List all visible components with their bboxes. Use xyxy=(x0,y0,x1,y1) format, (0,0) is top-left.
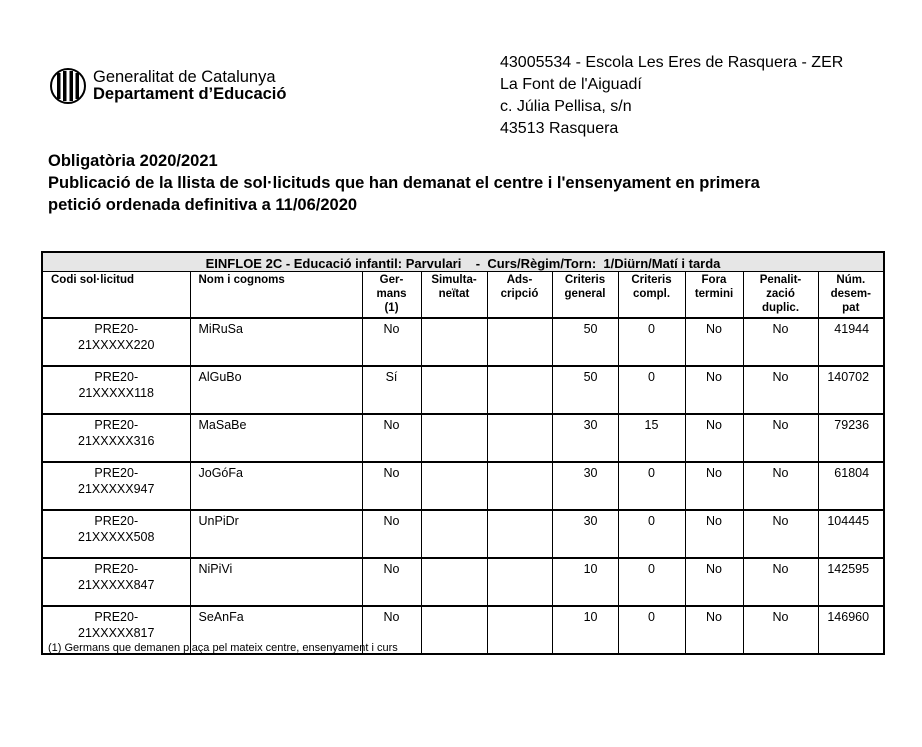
cell-adscripcio xyxy=(487,558,552,606)
codi-part-1: PRE20- xyxy=(94,418,139,432)
cell-nom: AlGuBo xyxy=(190,366,362,414)
cell-fora-termini: No xyxy=(685,510,743,558)
cell-criteris-compl: 0 xyxy=(618,558,685,606)
cell-germans: No xyxy=(362,558,421,606)
col-germans: Ger- mans (1) xyxy=(362,272,421,319)
cell-simultaneitat xyxy=(421,606,487,654)
cell-nom: JoGóFa xyxy=(190,462,362,510)
cell-simultaneitat xyxy=(421,318,487,366)
cell-codi xyxy=(42,558,190,606)
codi-part-1: PRE20- xyxy=(94,370,139,384)
col-num-desempat: Núm. desem- pat xyxy=(818,272,884,319)
cell-germans: No xyxy=(362,510,421,558)
cell-criteris-compl: 0 xyxy=(618,366,685,414)
cell-fora-termini: No xyxy=(685,366,743,414)
cell-num-desempat: 41944 xyxy=(818,318,884,366)
school-street: c. Júlia Pellisa, s/n xyxy=(500,98,632,115)
footnote: (1) Germans que demanen plaça pel mateix centre, ensenyament i curs xyxy=(48,642,398,654)
codi-part-2: 21XXXXX220 xyxy=(78,338,155,352)
col-simultaneitat: Simulta- neïtat xyxy=(421,272,487,319)
cell-adscripcio xyxy=(487,318,552,366)
cell-fora-termini: No xyxy=(685,558,743,606)
cell-criteris-compl: 0 xyxy=(618,606,685,654)
cell-criteris-general: 30 xyxy=(552,462,618,510)
cell-num-desempat: 142595 xyxy=(818,558,884,606)
generalitat-emblem-icon xyxy=(50,68,86,104)
cell-simultaneitat xyxy=(421,510,487,558)
col-nom: Nom i cognoms xyxy=(190,272,362,319)
title-year: Obligatòria 2020/2021 xyxy=(48,152,218,170)
cell-penalitzacio: No xyxy=(743,510,818,558)
school-location: La Font de l'Aiguadí xyxy=(500,76,642,93)
cell-criteris-general: 50 xyxy=(552,318,618,366)
codi-part-1: PRE20- xyxy=(94,562,139,576)
cell-adscripcio xyxy=(487,606,552,654)
cell-criteris-general: 10 xyxy=(552,606,618,654)
cell-germans: No xyxy=(362,318,421,366)
cell-criteris-compl: 0 xyxy=(618,462,685,510)
cell-fora-termini: No xyxy=(685,318,743,366)
title-description-2: petició ordenada definitiva a 11/06/2020 xyxy=(48,196,358,214)
cell-germans: No xyxy=(362,414,421,462)
cell-codi xyxy=(42,510,190,558)
codi-part-1: PRE20- xyxy=(94,610,139,624)
cell-criteris-compl: 0 xyxy=(618,510,685,558)
table-row xyxy=(42,318,884,366)
table-row xyxy=(42,510,884,558)
table-caption: EINFLOE 2C - Educació infantil: Parvulari - Curs/Règim/Torn: 1/Diürn/Matí i tarda xyxy=(42,252,884,272)
cell-criteris-compl: 0 xyxy=(618,318,685,366)
cell-penalitzacio: No xyxy=(743,462,818,510)
col-criteris-general: Criteris general xyxy=(552,272,618,319)
cell-adscripcio xyxy=(487,414,552,462)
school-code-name: 43005534 - Escola Les Eres de Rasquera - ZER xyxy=(500,54,844,71)
cell-simultaneitat xyxy=(421,414,487,462)
table-header-row xyxy=(42,272,884,319)
cell-penalitzacio: No xyxy=(743,318,818,366)
cell-criteris-general: 10 xyxy=(552,558,618,606)
col-adscripcio: Ads- cripció xyxy=(487,272,552,319)
table-row xyxy=(42,366,884,414)
cell-penalitzacio: No xyxy=(743,558,818,606)
cell-adscripcio xyxy=(487,510,552,558)
cell-adscripcio xyxy=(487,462,552,510)
logo-line-generalitat: Generalitat de Catalunya xyxy=(93,68,276,86)
cell-num-desempat: 146960 xyxy=(818,606,884,654)
school-address xyxy=(500,52,843,140)
cell-criteris-general: 30 xyxy=(552,414,618,462)
cell-germans: No xyxy=(362,462,421,510)
col-penalitzacio: Penalit- zació duplic. xyxy=(743,272,818,319)
cell-simultaneitat xyxy=(421,366,487,414)
cell-nom: MiRuSa xyxy=(190,318,362,366)
cell-codi xyxy=(42,414,190,462)
applications-table xyxy=(41,251,885,655)
col-codi: Codi sol·licitud xyxy=(42,272,190,319)
cell-adscripcio xyxy=(487,366,552,414)
title-description-1: Publicació de la llista de sol·licituds que han demanat el centre i l'ensenyament en primera xyxy=(48,174,760,192)
cell-simultaneitat xyxy=(421,462,487,510)
generalitat-logo xyxy=(50,68,286,104)
cell-nom: SeAnFa xyxy=(190,606,362,654)
cell-penalitzacio: No xyxy=(743,606,818,654)
cell-num-desempat: 61804 xyxy=(818,462,884,510)
table-row xyxy=(42,558,884,606)
cell-nom: NiPiVi xyxy=(190,558,362,606)
cell-fora-termini: No xyxy=(685,414,743,462)
cell-criteris-general: 50 xyxy=(552,366,618,414)
codi-part-2: 21XXXXX118 xyxy=(78,386,155,400)
table-row xyxy=(42,462,884,510)
school-postal: 43513 Rasquera xyxy=(500,120,619,137)
cell-codi xyxy=(42,462,190,510)
document-title xyxy=(48,150,888,216)
cell-criteris-general: 30 xyxy=(552,510,618,558)
cell-fora-termini: No xyxy=(685,606,743,654)
cell-penalitzacio: No xyxy=(743,366,818,414)
logo-line-departament: Departament d’Educació xyxy=(93,85,287,103)
codi-part-1: PRE20- xyxy=(94,322,139,336)
cell-criteris-compl: 15 xyxy=(618,414,685,462)
cell-germans: No xyxy=(362,606,421,654)
codi-part-2: 21XXXXX817 xyxy=(78,626,155,640)
cell-simultaneitat xyxy=(421,558,487,606)
codi-part-1: PRE20- xyxy=(94,466,139,480)
codi-part-2: 21XXXXX316 xyxy=(78,434,155,448)
col-fora-termini: Fora termini xyxy=(685,272,743,319)
cell-nom: MaSaBe xyxy=(190,414,362,462)
cell-penalitzacio: No xyxy=(743,414,818,462)
cell-codi xyxy=(42,366,190,414)
codi-part-2: 21XXXXX508 xyxy=(78,530,155,544)
codi-part-1: PRE20- xyxy=(94,514,139,528)
cell-num-desempat: 104445 xyxy=(818,510,884,558)
col-criteris-compl: Criteris compl. xyxy=(618,272,685,319)
cell-codi xyxy=(42,318,190,366)
cell-nom: UnPiDr xyxy=(190,510,362,558)
cell-fora-termini: No xyxy=(685,462,743,510)
codi-part-2: 21XXXXX847 xyxy=(78,578,155,592)
codi-part-2: 21XXXXX947 xyxy=(78,482,155,496)
cell-num-desempat: 140702 xyxy=(818,366,884,414)
cell-num-desempat: 79236 xyxy=(818,414,884,462)
table-row xyxy=(42,414,884,462)
cell-germans: Sí xyxy=(362,366,421,414)
